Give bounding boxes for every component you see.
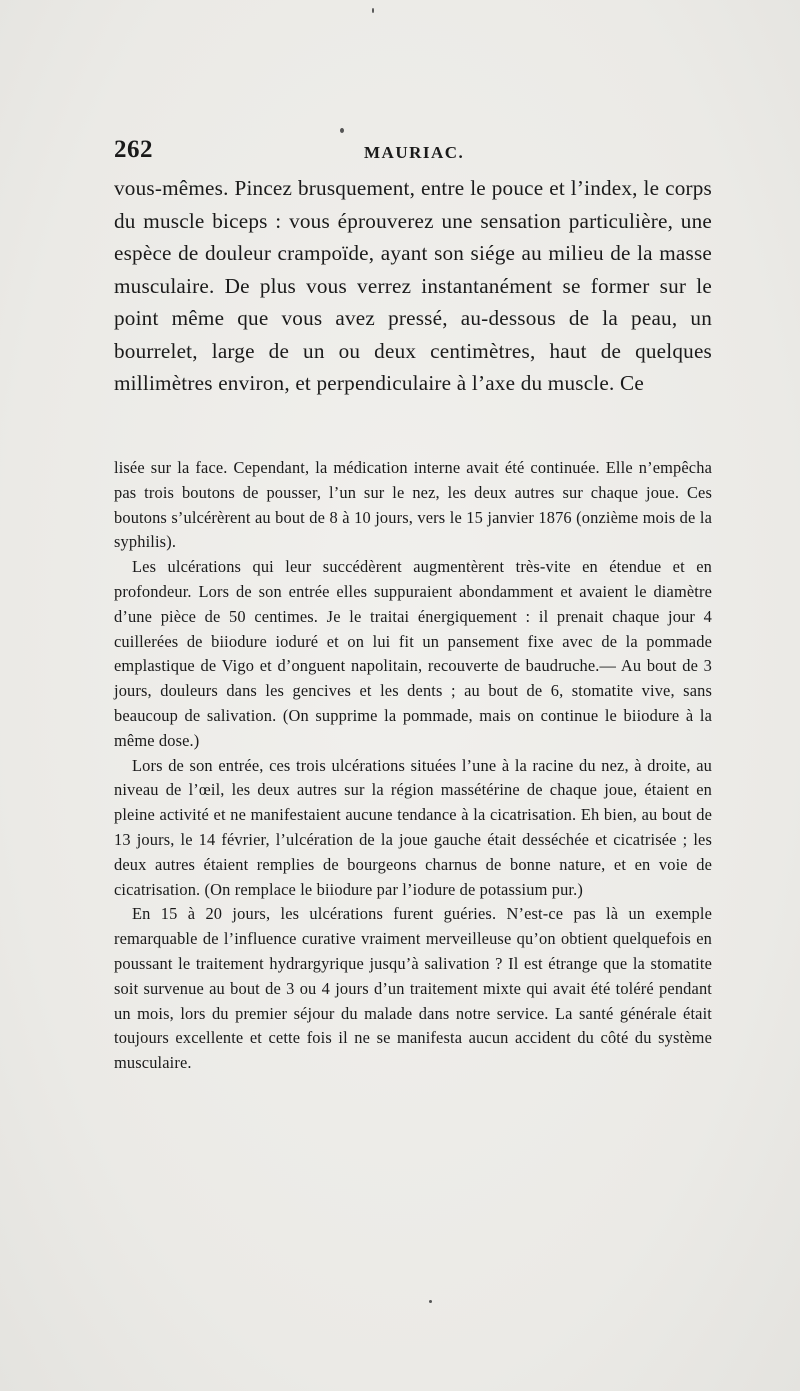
case-paragraph-4: En 15 à 20 jours, les ulcérations furent guéries. N’est-ce pas là un exemple remarquable de l’influence curative vraiment merveilleuse qu’on obtient quelquefois en poussant le traitement hydrargyrique jusqu’à salivation ? Il est étrange que la stomatite soit survenue au bout de 3 ou 4 jours d’un traitement mixte qui avait été toléré pendant un mois, lors du premier séjour du malade dans notre service. La santé générale était toujours excellente et cette fois il ne se manifesta aucun accident du côté du système musculaire.	[114, 904, 712, 1073]
case-paragraph-3: Lors de son entrée, ces trois ulcérations situées l’une à la racine du nez, à droite, au niveau de l’œil, les deux autres sur la région massétérine de chaque joue, étaient en pleine activité et ne manifestaient aucune tendance à la cicatrisation. Eh bien, au bout de 13 jours, le 14 février, l’ulcération de la joue gauche était desséchée et cicatrisée ; les deux autres étaient remplies de bourgeons charnus de bonne nature, et en voie de cicatrisation. (On remplace le biiodure par l’iodure de potassium pur.)	[114, 755, 712, 899]
case-notes-block	[114, 456, 712, 1076]
main-paragraph: vous-mêmes. Pincez brusquement, entre le pouce et l’index, le corps du muscle biceps : vous éprouverez une sensation particulière, une espèce de douleur crampoïde, ayant son siége au milieu de la masse musculaire. De plus vous verrez instantanément se former sur le point même que vous avez pressé, au-dessous de la peau, un bourrelet, large de un ou deux centimètres, haut de quelques millimètres environ, et perpendiculaire à l’axe du muscle. Ce	[114, 176, 712, 395]
case-paragraph-2: Les ulcérations qui leur succédèrent augmentèrent très-vite en étendue et en profondeur. Lors de son entrée elles suppuraient abondamment et avaient le diamètre d’une pièce de 50 centimes. Je le traitai énergiquement : il prenait chaque jour 4 cuillerées de biiodure ioduré et on lui fit un pansement fixe avec de la pommade emplastique de Vigo et d’onguent napolitain, recouverte de baudruche.— Au bout de 3 jours, douleurs dans les gencives et les dents ; au bout de 6, stomatite vive, sans beaucoup de salivation. (On supprime la pommade, mais on continue le biiodure à la même dose.)	[114, 557, 712, 750]
page-number: 262	[114, 136, 153, 163]
ink-speck	[429, 1300, 432, 1303]
case-paragraph-1: lisée sur la face. Cependant, la médication interne avait été continuée. Elle n’empêcha pas trois boutons de pousser, l’un sur le nez, les deux autres sur chaque joue. Ces boutons s’ulcérèrent au bout de 8 à 10 jours, vers le 15 janvier 1876 (onzième mois de la syphilis).	[114, 458, 712, 552]
main-text-block	[114, 172, 712, 400]
page-header	[114, 136, 714, 172]
ink-speck	[372, 8, 374, 13]
running-head: MAURIAC.	[364, 143, 465, 162]
ink-speck	[340, 128, 344, 133]
